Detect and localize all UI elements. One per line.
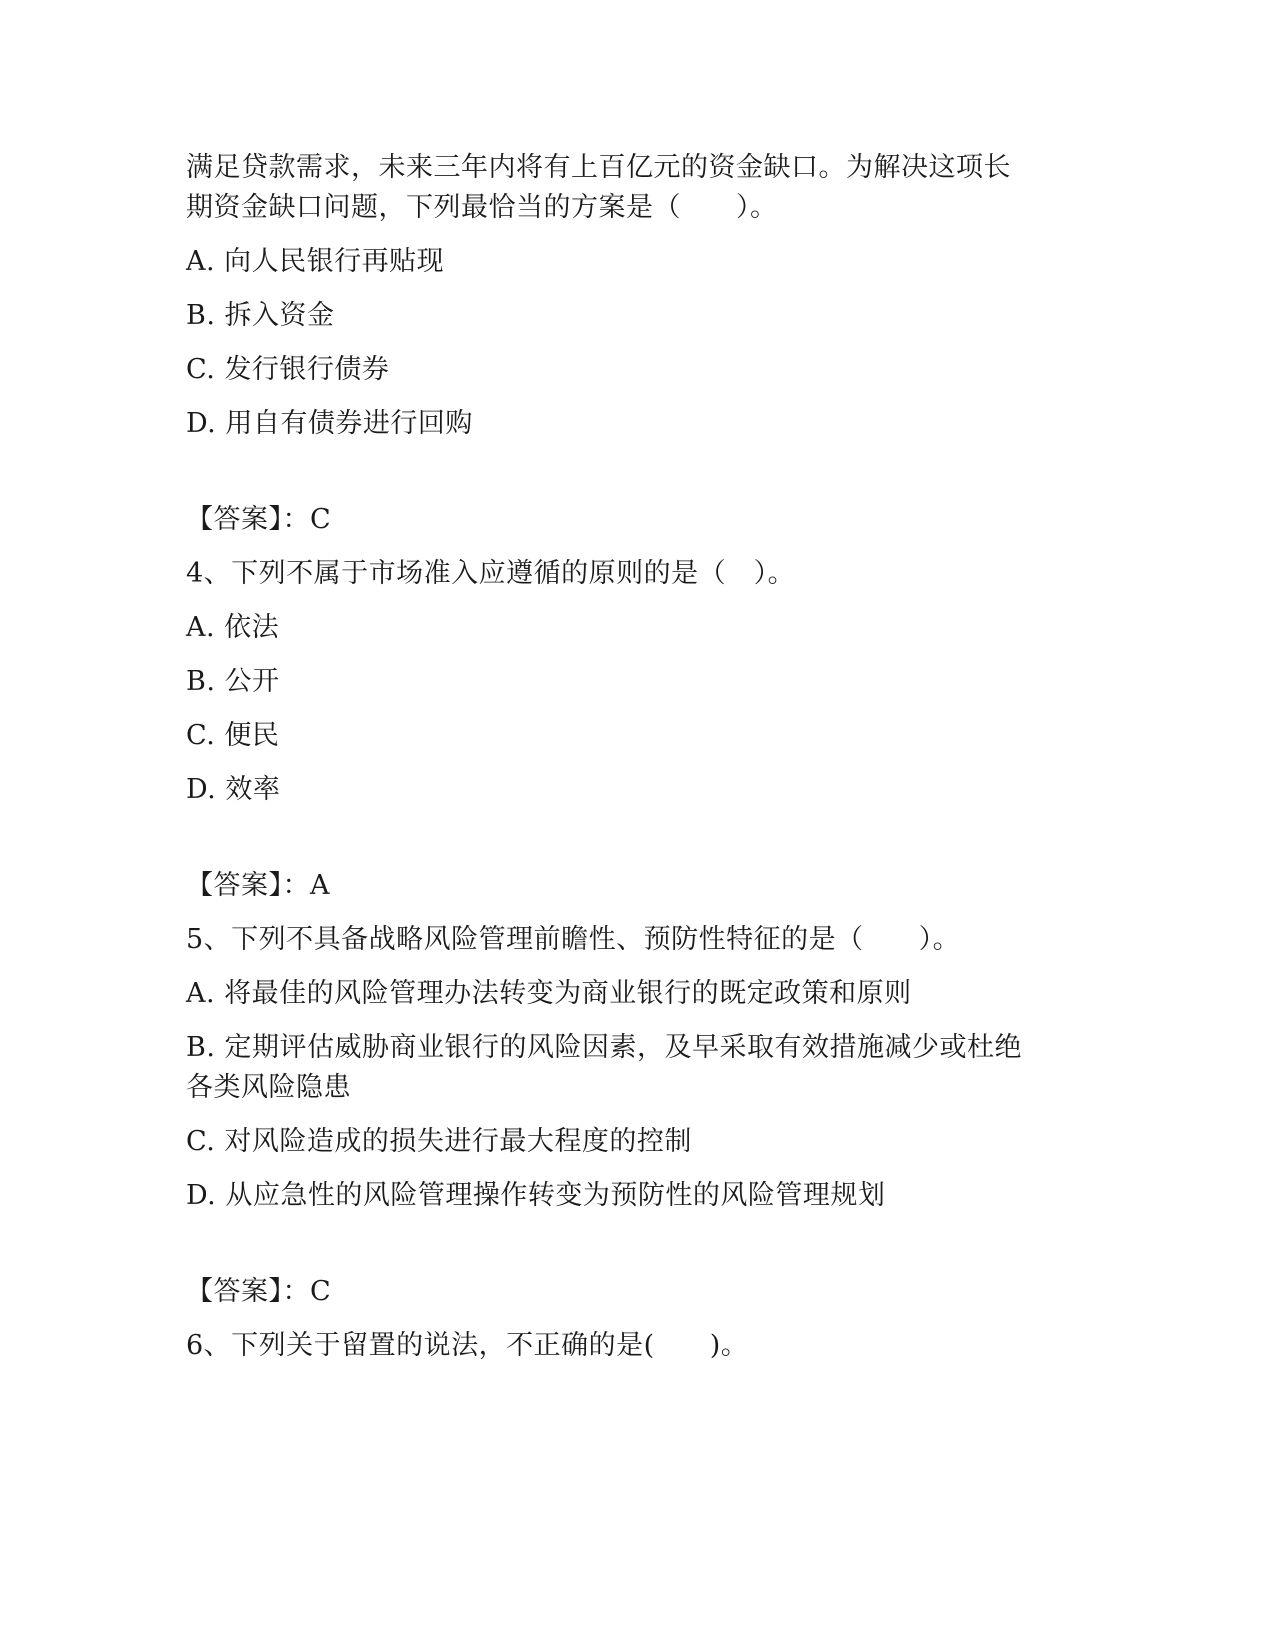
question-4-option-d: D. 效率 — [186, 774, 281, 805]
question-3-answer: 【答案】：C — [186, 504, 332, 535]
question-5-stem: 5、下列不具备战略风险管理前瞻性、预防性特征的是（ ）。 — [186, 924, 961, 955]
question-4-option-c: C. 便民 — [186, 720, 280, 751]
question-5-option-d: D. 从应急性的风险管理操作转变为预防性的风险管理规划 — [186, 1180, 886, 1211]
question-4-answer: 【答案】：A — [186, 870, 330, 901]
question-4-option-a: A. 依法 — [186, 612, 280, 643]
question-4-option-b: B. 公开 — [186, 666, 280, 697]
question-5-answer: 【答案】：C — [186, 1276, 332, 1307]
question-3-stem-line-1: 满足贷款需求，未来三年内将有上百亿元的资金缺口。为解决这项长 — [186, 152, 1011, 183]
question-5-option-c: C. 对风险造成的损失进行最大程度的控制 — [186, 1126, 692, 1157]
question-5-option-b-line-2: 各类风险隐患 — [186, 1072, 351, 1103]
question-3-option-b: B. 拆入资金 — [186, 300, 335, 331]
question-4-stem: 4、下列不属于市场准入应遵循的原则的是（ ）。 — [186, 558, 796, 589]
question-3-option-a: A. 向人民银行再贴现 — [186, 246, 445, 277]
question-3-stem-line-2: 期资金缺口问题，下列最恰当的方案是（ ）。 — [186, 192, 778, 223]
question-5-option-a: A. 将最佳的风险管理办法转变为商业银行的既定政策和原则 — [186, 978, 912, 1009]
question-3-option-d: D. 用自有债券进行回购 — [186, 408, 473, 439]
question-3-option-c: C. 发行银行债券 — [186, 354, 390, 385]
question-6-stem: 6、下列关于留置的说法，不正确的是( )。 — [186, 1330, 749, 1361]
question-5-option-b-line-1: B. 定期评估威胁商业银行的风险因素，及早采取有效措施减少或杜绝 — [186, 1032, 1023, 1063]
